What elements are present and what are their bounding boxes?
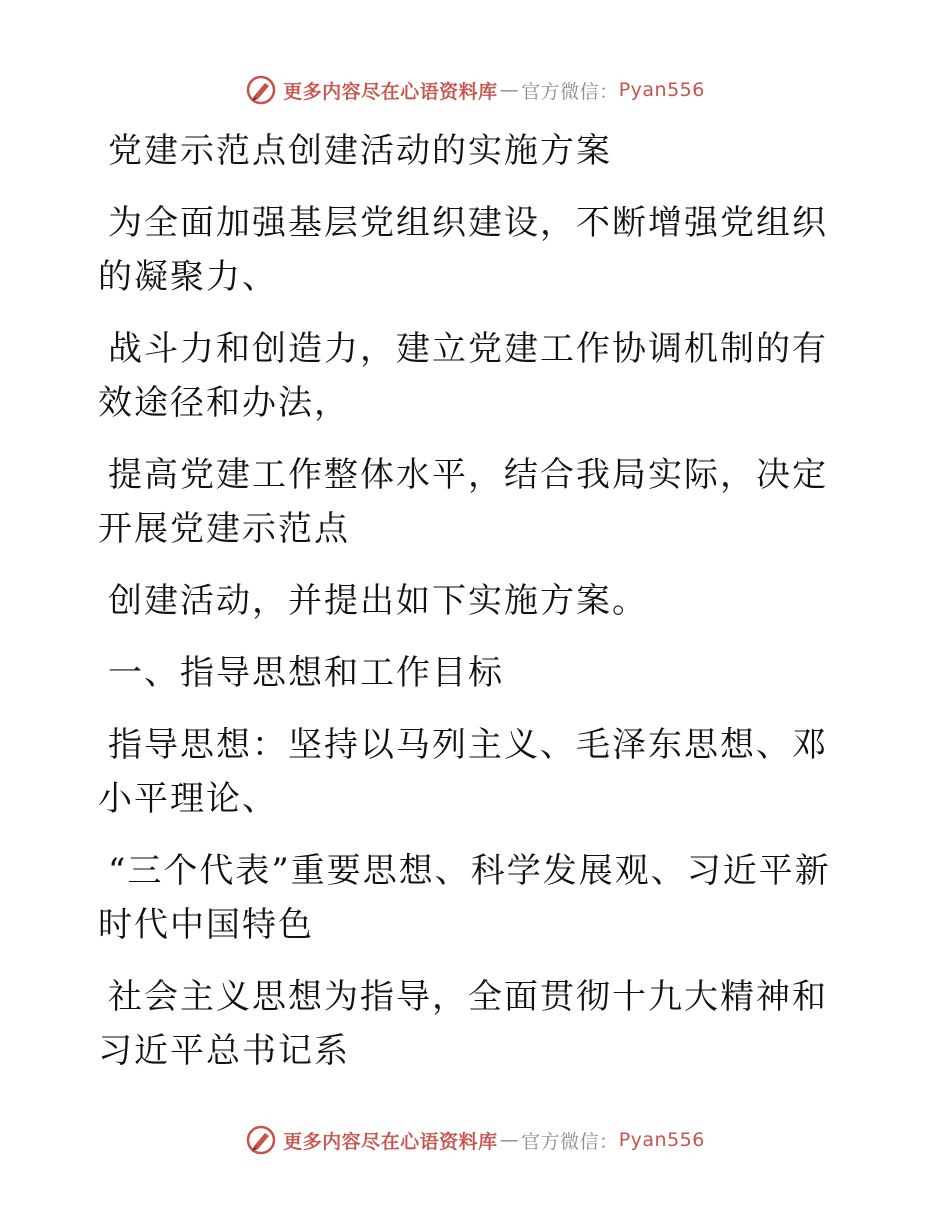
document-body: [98, 124, 838, 1096]
paragraph: 指导思想：坚持以马列主义、毛泽东思想、邓小平理论、: [98, 725, 828, 819]
pen-logo-icon: [245, 74, 277, 106]
watermark-label: 官方微信：: [521, 1130, 619, 1153]
watermark-label: 官方微信：: [521, 80, 619, 103]
paragraph: 战斗力和创造力，建立党建工作协调机制的有效途径和办法，: [98, 329, 828, 423]
watermark-id: Pyan556: [618, 79, 705, 101]
watermark-text: 更多内容尽在心语资料库: [283, 1130, 498, 1153]
document-title: 党建示范点创建活动的实施方案: [108, 131, 612, 171]
watermark-text: 更多内容尽在心语资料库: [283, 80, 498, 103]
watermark-id: Pyan556: [618, 1129, 705, 1151]
paragraph: “三个代表”重要思想、科学发展观、习近平新时代中国特色: [98, 851, 831, 945]
paragraph: 为全面加强基层党组织建设，不断增强党组织的凝聚力、: [98, 203, 828, 297]
pen-logo-icon: [245, 1124, 277, 1156]
paragraph: 社会主义思想为指导，全面贯彻十九大精神和习近平总书记系: [98, 977, 828, 1071]
section-heading: 一、指导思想和工作目标: [108, 653, 504, 693]
paragraph: 创建活动，并提出如下实施方案。: [108, 581, 648, 621]
paragraph: 提高党建工作整体水平，结合我局实际，决定开展党建示范点: [98, 455, 828, 549]
header-watermark: [0, 72, 950, 108]
footer-watermark: [0, 1122, 950, 1158]
watermark-dash: —: [499, 1129, 520, 1151]
watermark-dash: —: [499, 79, 520, 101]
